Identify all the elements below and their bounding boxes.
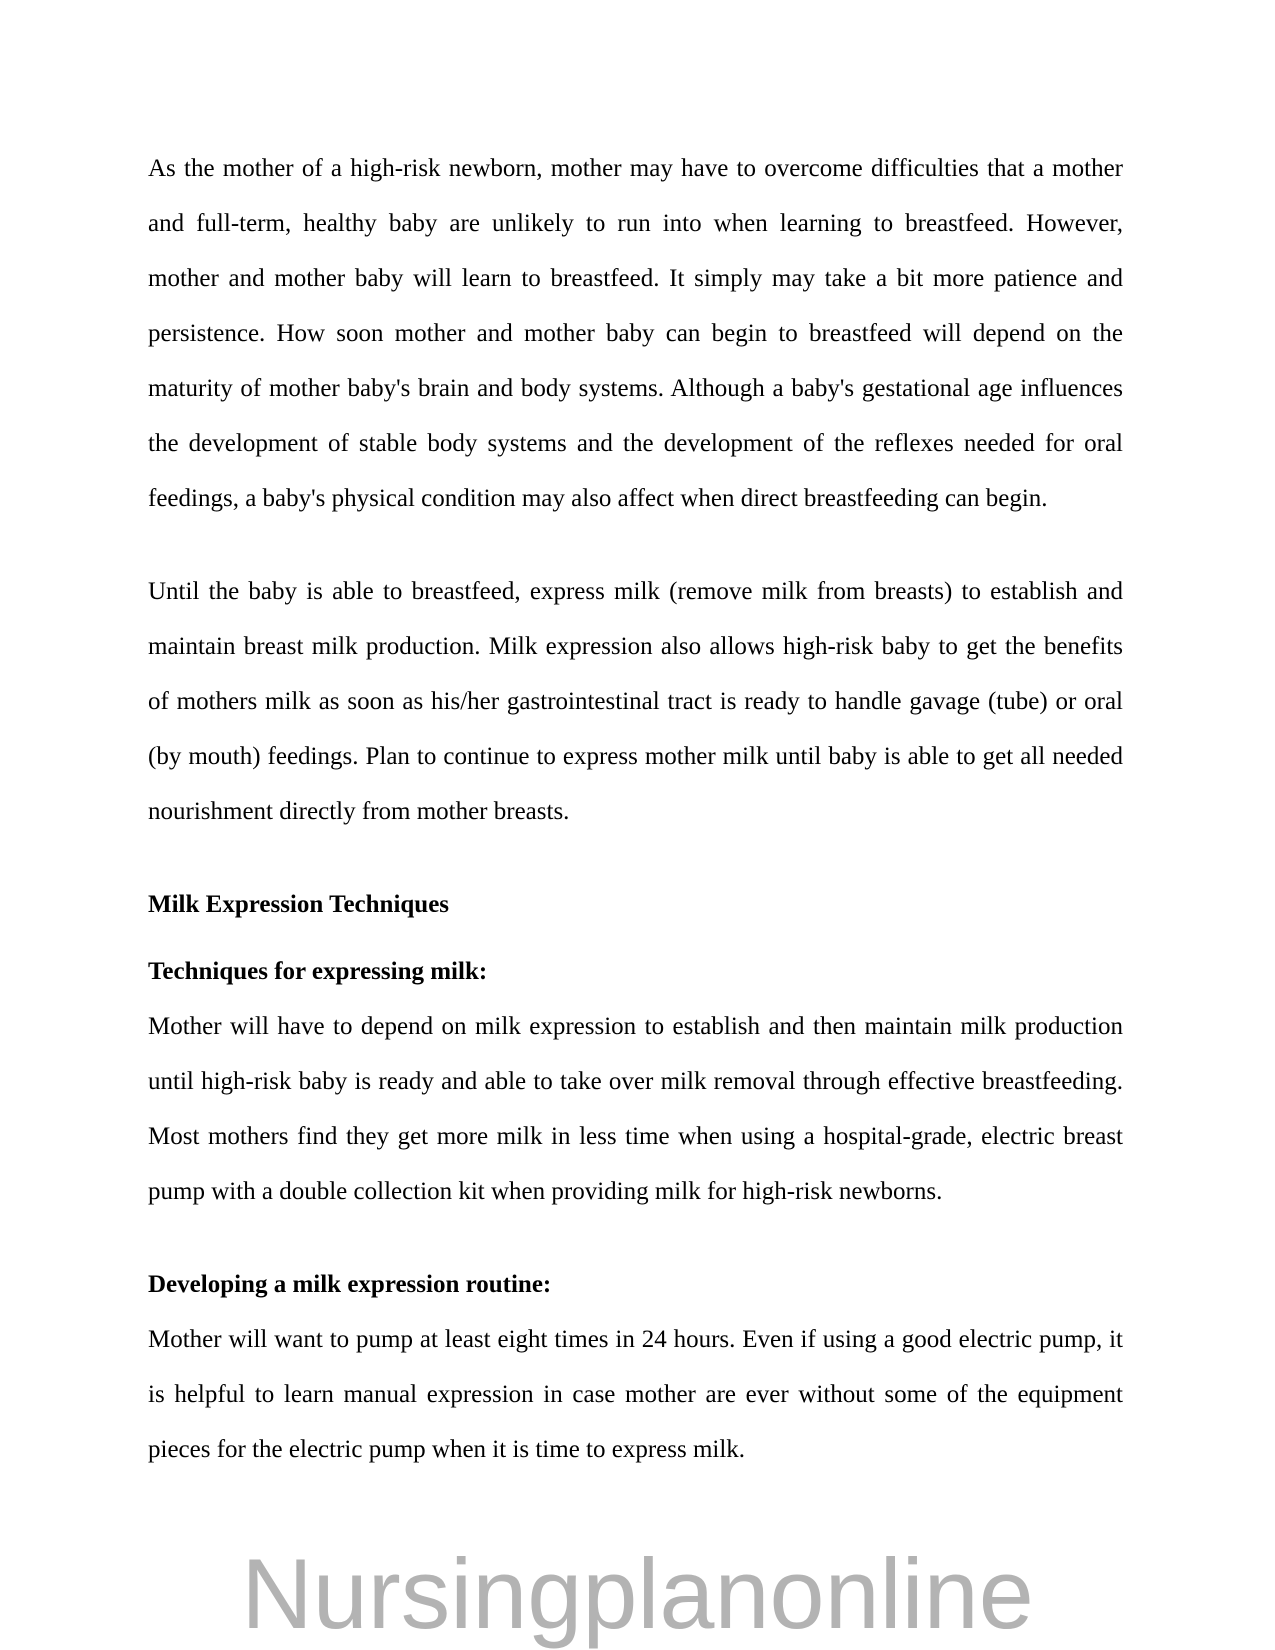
nursingplanonline-watermark: Nursingplanonline [241,1538,1034,1649]
subheading-techniques-for-expressing-milk: Techniques for expressing milk: [148,958,488,985]
section-heading-milk-expression-techniques: Milk Expression Techniques [148,891,450,918]
paragraph-pump-routine: Mother will want to pump at least eight times in 24 hours. Even if using a good electric pump, it is helpful to learn manual expression in case mother are ever without some of the equipment pieces for the electric pump when it is time to express milk. [148,1326,1123,1463]
paragraph-intro-high-risk-newborn: As the mother of a high-risk newborn, mother may have to overcome difficulties that a mother and full-term, healthy baby are unlikely to run into when learning to breastfeed. However, mother and mother baby will learn to breastfeed. It simply may take a bit more patience and persistence. How soon mother and mother baby can begin to breastfeed will depend on the maturity of mother baby's brain and body systems. Although a baby's gestational age influences the development of stable body systems and the development of the reflexes needed for oral feedings, a baby's physical condition may also affect when direct breastfeeding can begin. [148,155,1123,512]
paragraph-express-milk: Until the baby is able to breastfeed, express milk (remove milk from breasts) to establish and maintain breast milk production. Milk expression also allows high-risk baby to get the benefits of mothers milk as soon as his/her gastrointestinal tract is ready to handle gavage (tube) or oral (by mouth) feedings. Plan to continue to express mother milk until baby is able to get all needed nourishment directly from mother breasts. [148,578,1123,825]
paragraph-depend-on-milk-expression: Mother will have to depend on milk expression to establish and then maintain milk production until high-risk baby is ready and able to take over milk removal through effective breastfeeding. Most mothers find they get more milk in less time when using a hospital-grade, electric breast pump with a double collection kit when providing milk for high-risk newborns. [148,1013,1123,1205]
document-body [148,141,1123,1515]
subheading-developing-milk-expression-routine: Developing a milk expression routine: [148,1271,552,1298]
